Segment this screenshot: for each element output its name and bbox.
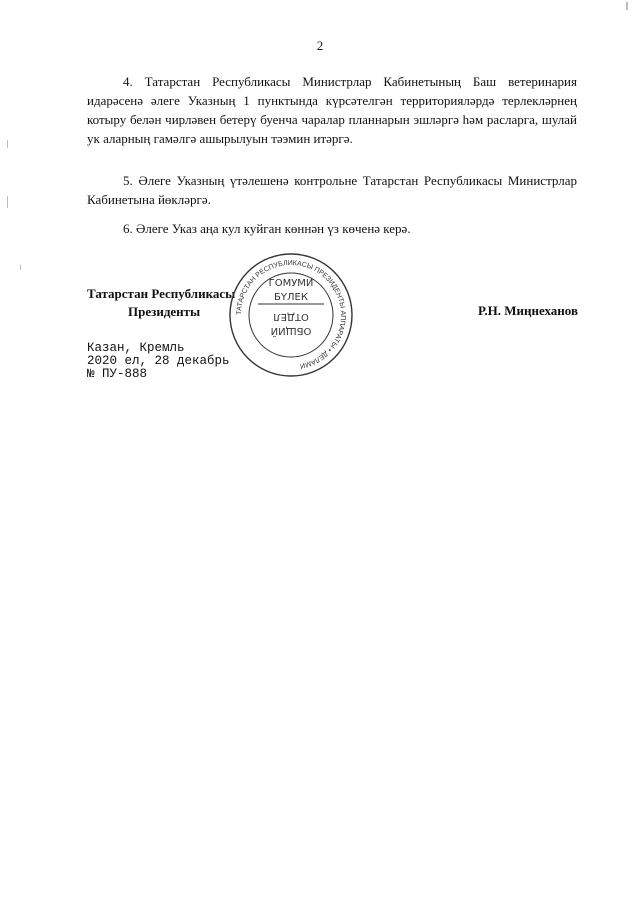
scan-mark	[626, 2, 628, 10]
signatory-title-line2: Президенты	[128, 304, 201, 319]
paragraph-6: 6. Әлеге Указ аңа кул куйган көннән үз көченә керә.	[123, 221, 411, 236]
scan-mark	[7, 196, 8, 208]
signatory-title-line1: Татарстан Республикасы	[87, 286, 236, 301]
stamp-line1: ГОМУМИ	[268, 278, 314, 289]
page-number: 2	[316, 38, 324, 53]
issue-place: Казан, Кремль	[87, 341, 185, 355]
scan-mark	[7, 140, 8, 148]
issue-details	[87, 342, 230, 381]
issue-date: 2020 ел, 28 декабрь	[87, 354, 230, 368]
paragraph-5: 5. Әлеге Указның үтәлешенә контрольне Татарстан Республикасы Министрлар Кабинетына йөкләргә.	[87, 173, 577, 207]
scan-mark	[20, 265, 21, 270]
stamp-line2: БҮЛЕК	[274, 292, 308, 303]
stamp-line3: ОБЩИЙ	[270, 325, 312, 336]
stamp-line4: ОТДЕЛ	[273, 311, 309, 322]
paragraph-4: 4. Татарстан Республикасы Министрлар Кабинетының Баш ветеринария идарәсенә әлеге Указның 1 пунктында күрсәтелгән территорияләрдә терлекләрнең котыру белән чирләвен бетерү буенча чаралар планнарын эшләргә һәм расларга, шулай ук аларның гамәлгә ашырылуын тәэмин итәргә.	[87, 74, 577, 146]
document-number: № ПУ-888	[87, 367, 148, 381]
signatory-name: Р.Н. Миңнеханов	[478, 303, 578, 318]
stamp-ring-text: ТАТАРСТАН РЕСПУБЛИКАСЫ ПРЕЗИДЕНТЫ АППАРАТЫ • ДЕЛАМИ	[235, 259, 347, 370]
official-stamp	[228, 252, 354, 378]
